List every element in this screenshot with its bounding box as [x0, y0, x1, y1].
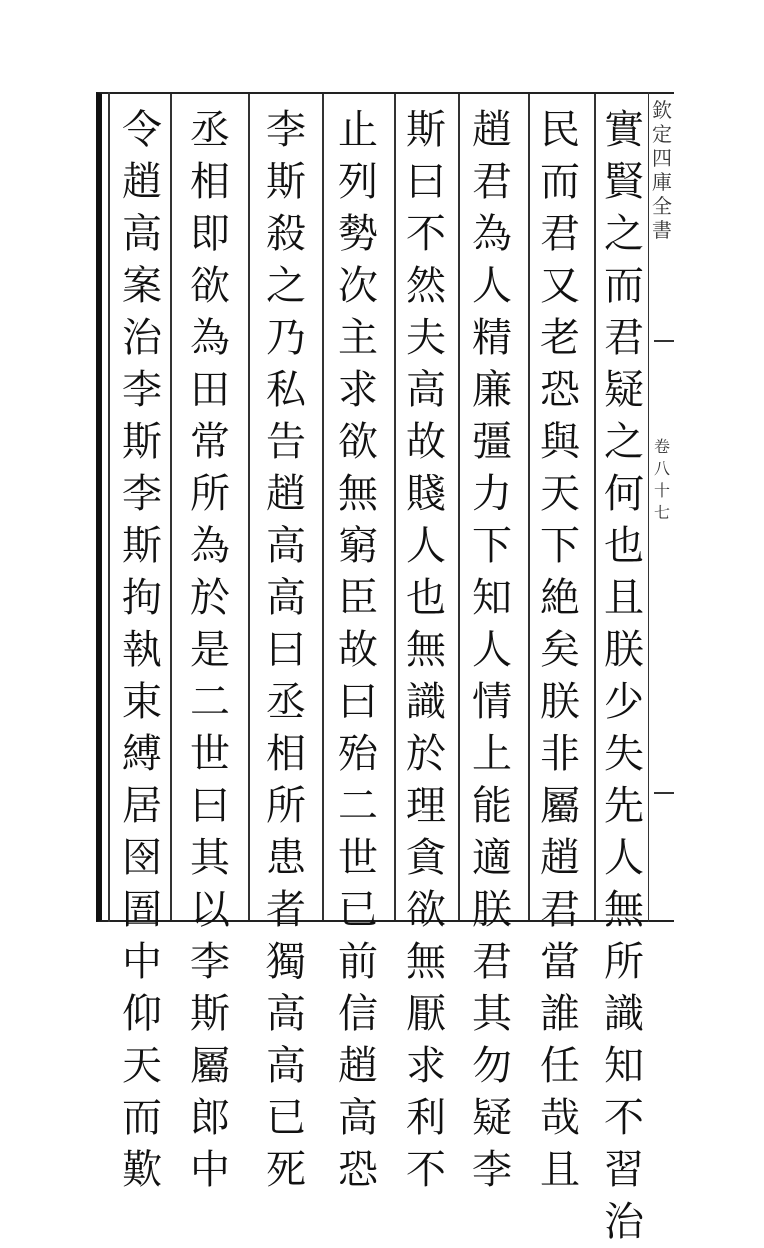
column-rule: [322, 94, 324, 920]
frame-inner-rule: [108, 92, 110, 922]
column-rule: [248, 94, 250, 920]
margin-lower-mark: [654, 792, 674, 794]
text-column-1: 實賢之而君疑之何也且朕少失先人無所識知不習治: [604, 107, 644, 1245]
column-rule: [458, 94, 460, 920]
text-column-4: 斯曰不然夫高故賤人也無識於理貪欲無厭求利不: [406, 107, 446, 1193]
text-column-5: 止列勢次主求欲無窮臣故曰殆二世已前信趙高恐: [338, 107, 378, 1193]
text-column-6: 李斯殺之乃私告趙高高曰丞相所患者獨高高已死: [266, 107, 306, 1193]
text-column-2: 民而君又老恐與天下絶矣朕非屬趙君當誰任哉且: [540, 107, 580, 1193]
text-column-7: 丞相即欲為田常所為於是二世曰其以李斯屬郎中: [190, 107, 230, 1193]
margin-fish-tail-mark: [654, 340, 674, 356]
margin-book-title: 欽定四庫全書: [652, 98, 672, 242]
margin-juan-number: 卷八十七: [653, 437, 670, 522]
text-column-3: 趙君為人精廉彊力下知人情上能適朕君其勿疑李: [472, 107, 512, 1193]
text-column-8: 令趙高案治李斯李斯拘執束縛居囹圄中仰天而歎: [122, 107, 162, 1193]
